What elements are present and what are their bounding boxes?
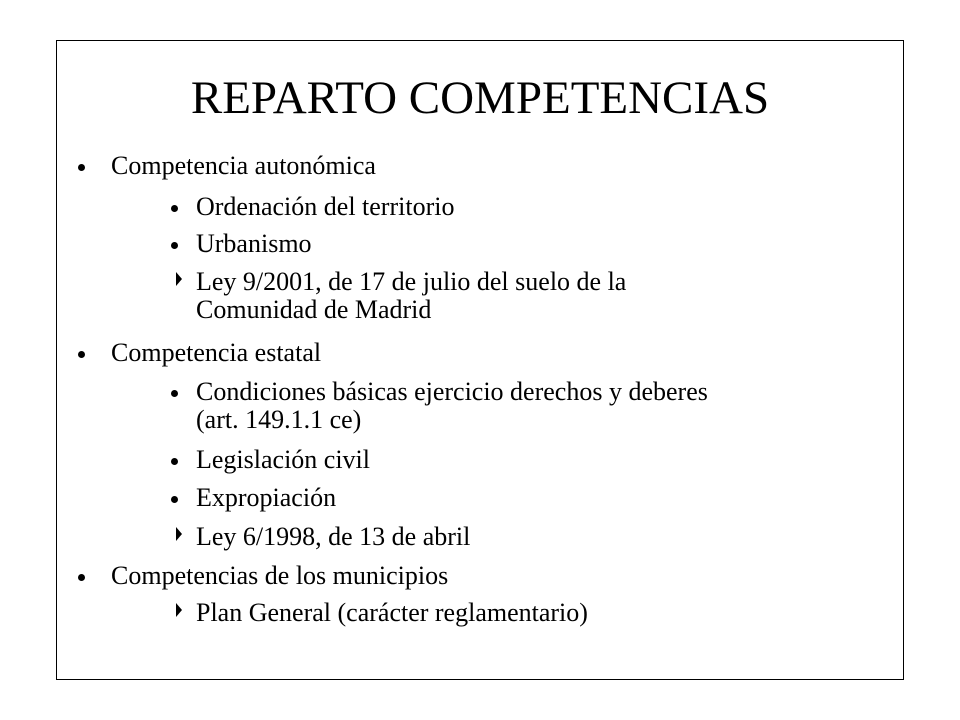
list-item-text: Ley 6/1998, de 13 de abril (196, 522, 471, 551)
list-item-text: Urbanismo (196, 229, 312, 258)
list-item-text: Condiciones básicas ejercicio derechos y deberes (196, 377, 708, 406)
bullet-dot-icon (171, 496, 178, 503)
list-item-text-continued: (art. 149.1.1 ce) (196, 405, 362, 434)
bullet-dot-icon (78, 351, 85, 358)
bullet-dot-icon (171, 390, 178, 397)
list-item-text: Ley 9/2001, de 17 de julio del suelo de la (196, 267, 627, 296)
slide-title: REPARTO COMPETENCIAS (190, 72, 770, 124)
bullet-dot-icon (171, 205, 178, 212)
arrow-bullet-icon (176, 603, 182, 617)
bullet-dot-icon (171, 242, 178, 249)
arrow-bullet-icon (176, 527, 182, 541)
bullet-dot-icon (171, 458, 178, 465)
list-item-text: Legislación civil (196, 445, 371, 474)
bullet-dot-icon (78, 574, 85, 581)
list-item-text-continued: Comunidad de Madrid (196, 295, 432, 324)
list-item-text: Ordenación del territorio (196, 192, 455, 221)
bullet-dot-icon (78, 164, 85, 171)
list-item-text: Competencias de los municipios (111, 561, 449, 590)
list-item-text: Expropiación (196, 483, 337, 512)
list-item-text: Plan General (carácter reglamentario) (196, 598, 588, 627)
arrow-bullet-icon (176, 272, 182, 286)
list-item-text: Competencia autonómica (111, 151, 376, 180)
list-item-text: Competencia estatal (111, 338, 322, 367)
